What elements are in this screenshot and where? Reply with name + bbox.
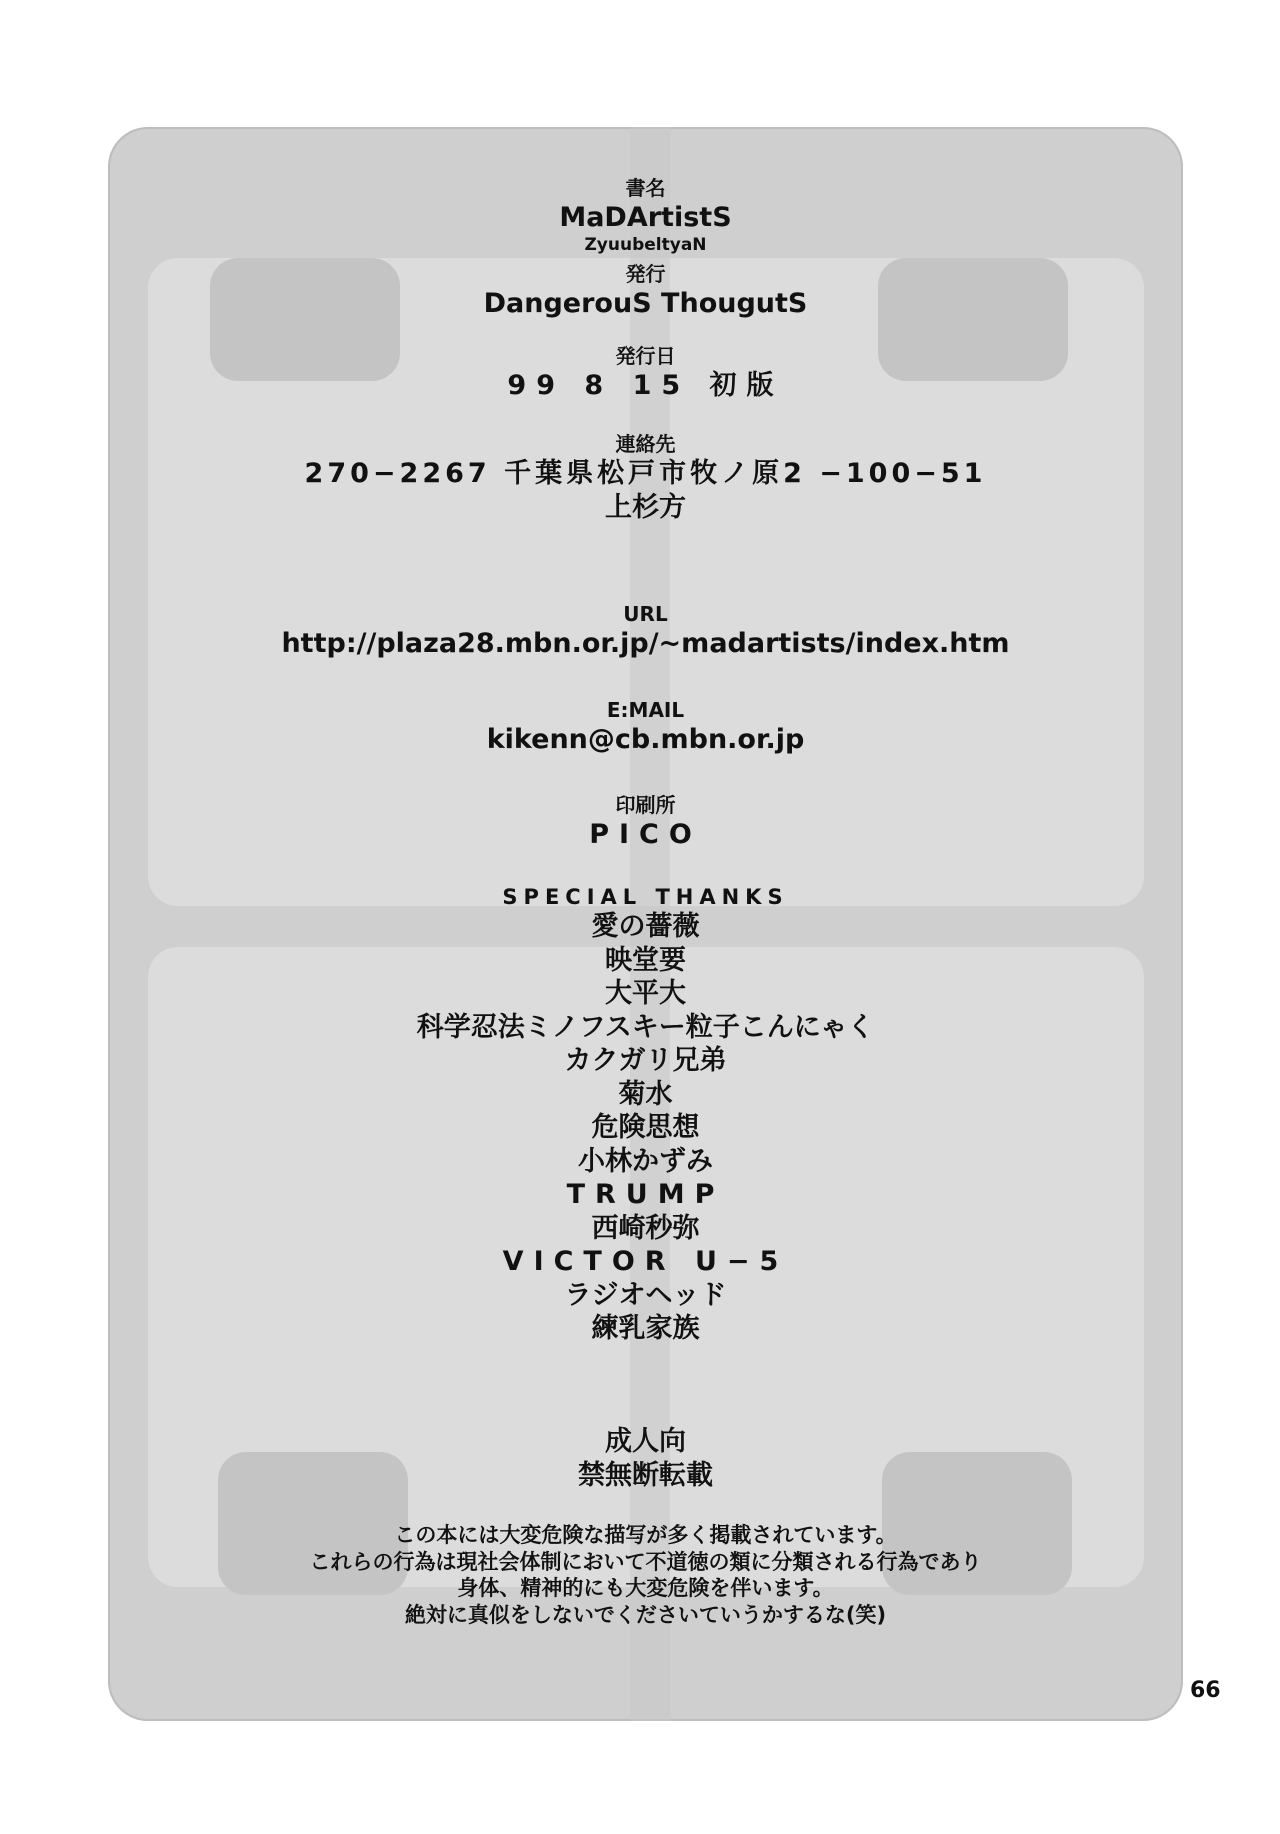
thanks-item: ラジオヘッド <box>564 1279 727 1311</box>
thanks-item: 西崎秒弥 <box>591 1212 700 1244</box>
printer-section <box>108 792 1183 852</box>
url-label: URL <box>623 602 668 626</box>
thanks-item: 菊水 <box>618 1078 673 1110</box>
publisher: DangerouS ThougutS <box>483 288 808 319</box>
thanks-section <box>108 884 1183 1346</box>
email-link[interactable]: kikenn@cb.mbn.or.jp <box>486 724 805 755</box>
thanks-item: VICTOR U−5 <box>502 1246 789 1277</box>
title: MaDArtistS <box>559 202 732 233</box>
thanks-item: 練乳家族 <box>591 1313 700 1344</box>
printer: PICO <box>589 819 702 850</box>
email-section <box>108 697 1183 757</box>
thanks-list <box>108 910 1183 1346</box>
thanks-item: カクガリ兄弟 <box>564 1045 727 1076</box>
thanks-item: 科学忍法ミノフスキー粒子こんにゃく <box>416 1011 875 1043</box>
notice-line: 身体、精神的にも大変危険を伴います。 <box>457 1576 834 1600</box>
contact-address: 270−2267 千葉県松戸市牧ノ原2 −100−51 <box>304 458 987 489</box>
warning-notice <box>108 1522 1183 1628</box>
title-label: 書名 <box>625 176 666 200</box>
notice-line: これらの行為は現社会体制において不道徳の類に分類される行為であり <box>309 1549 982 1574</box>
url-link[interactable]: http://plaza28.mbn.or.jp/~madartists/index.htm <box>281 628 1010 659</box>
thanks-item: 小林かずみ <box>578 1145 713 1177</box>
thanks-label: SPECIAL THANKS <box>502 885 789 909</box>
thanks-item: 映堂要 <box>605 944 686 976</box>
date-section <box>108 343 1183 403</box>
email-label: E:MAIL <box>606 698 685 722</box>
publication-date: 99 8 15 初版 <box>507 370 784 401</box>
date-label: 発行日 <box>615 344 676 368</box>
title-section <box>108 175 1183 255</box>
title-subtitle: ZyuubeltyaN <box>584 235 707 255</box>
publisher-section <box>108 261 1183 321</box>
rating: 成人向 <box>605 1426 686 1457</box>
page-number: 66 <box>1190 1678 1221 1703</box>
printer-label: 印刷所 <box>615 793 676 817</box>
contact-name: 上杉方 <box>605 492 686 523</box>
rating-section <box>108 1425 1183 1493</box>
thanks-item: TRUMP <box>566 1179 725 1210</box>
no-reprint: 禁無断転載 <box>578 1460 713 1491</box>
notice-line: 絶対に真似をしないでくださいていうかするな(笑) <box>404 1602 887 1627</box>
thanks-item: 大平大 <box>605 978 686 1009</box>
thanks-item: 危険思想 <box>591 1112 700 1143</box>
contact-label: 連絡先 <box>615 432 676 456</box>
contact-section <box>108 431 1183 525</box>
publisher-label: 発行 <box>625 262 666 286</box>
notice-line: この本には大変危険な描写が多く掲載されています。 <box>394 1523 897 1547</box>
url-section <box>108 601 1183 661</box>
colophon <box>108 127 1183 1721</box>
thanks-item: 愛の薔薇 <box>591 911 700 942</box>
